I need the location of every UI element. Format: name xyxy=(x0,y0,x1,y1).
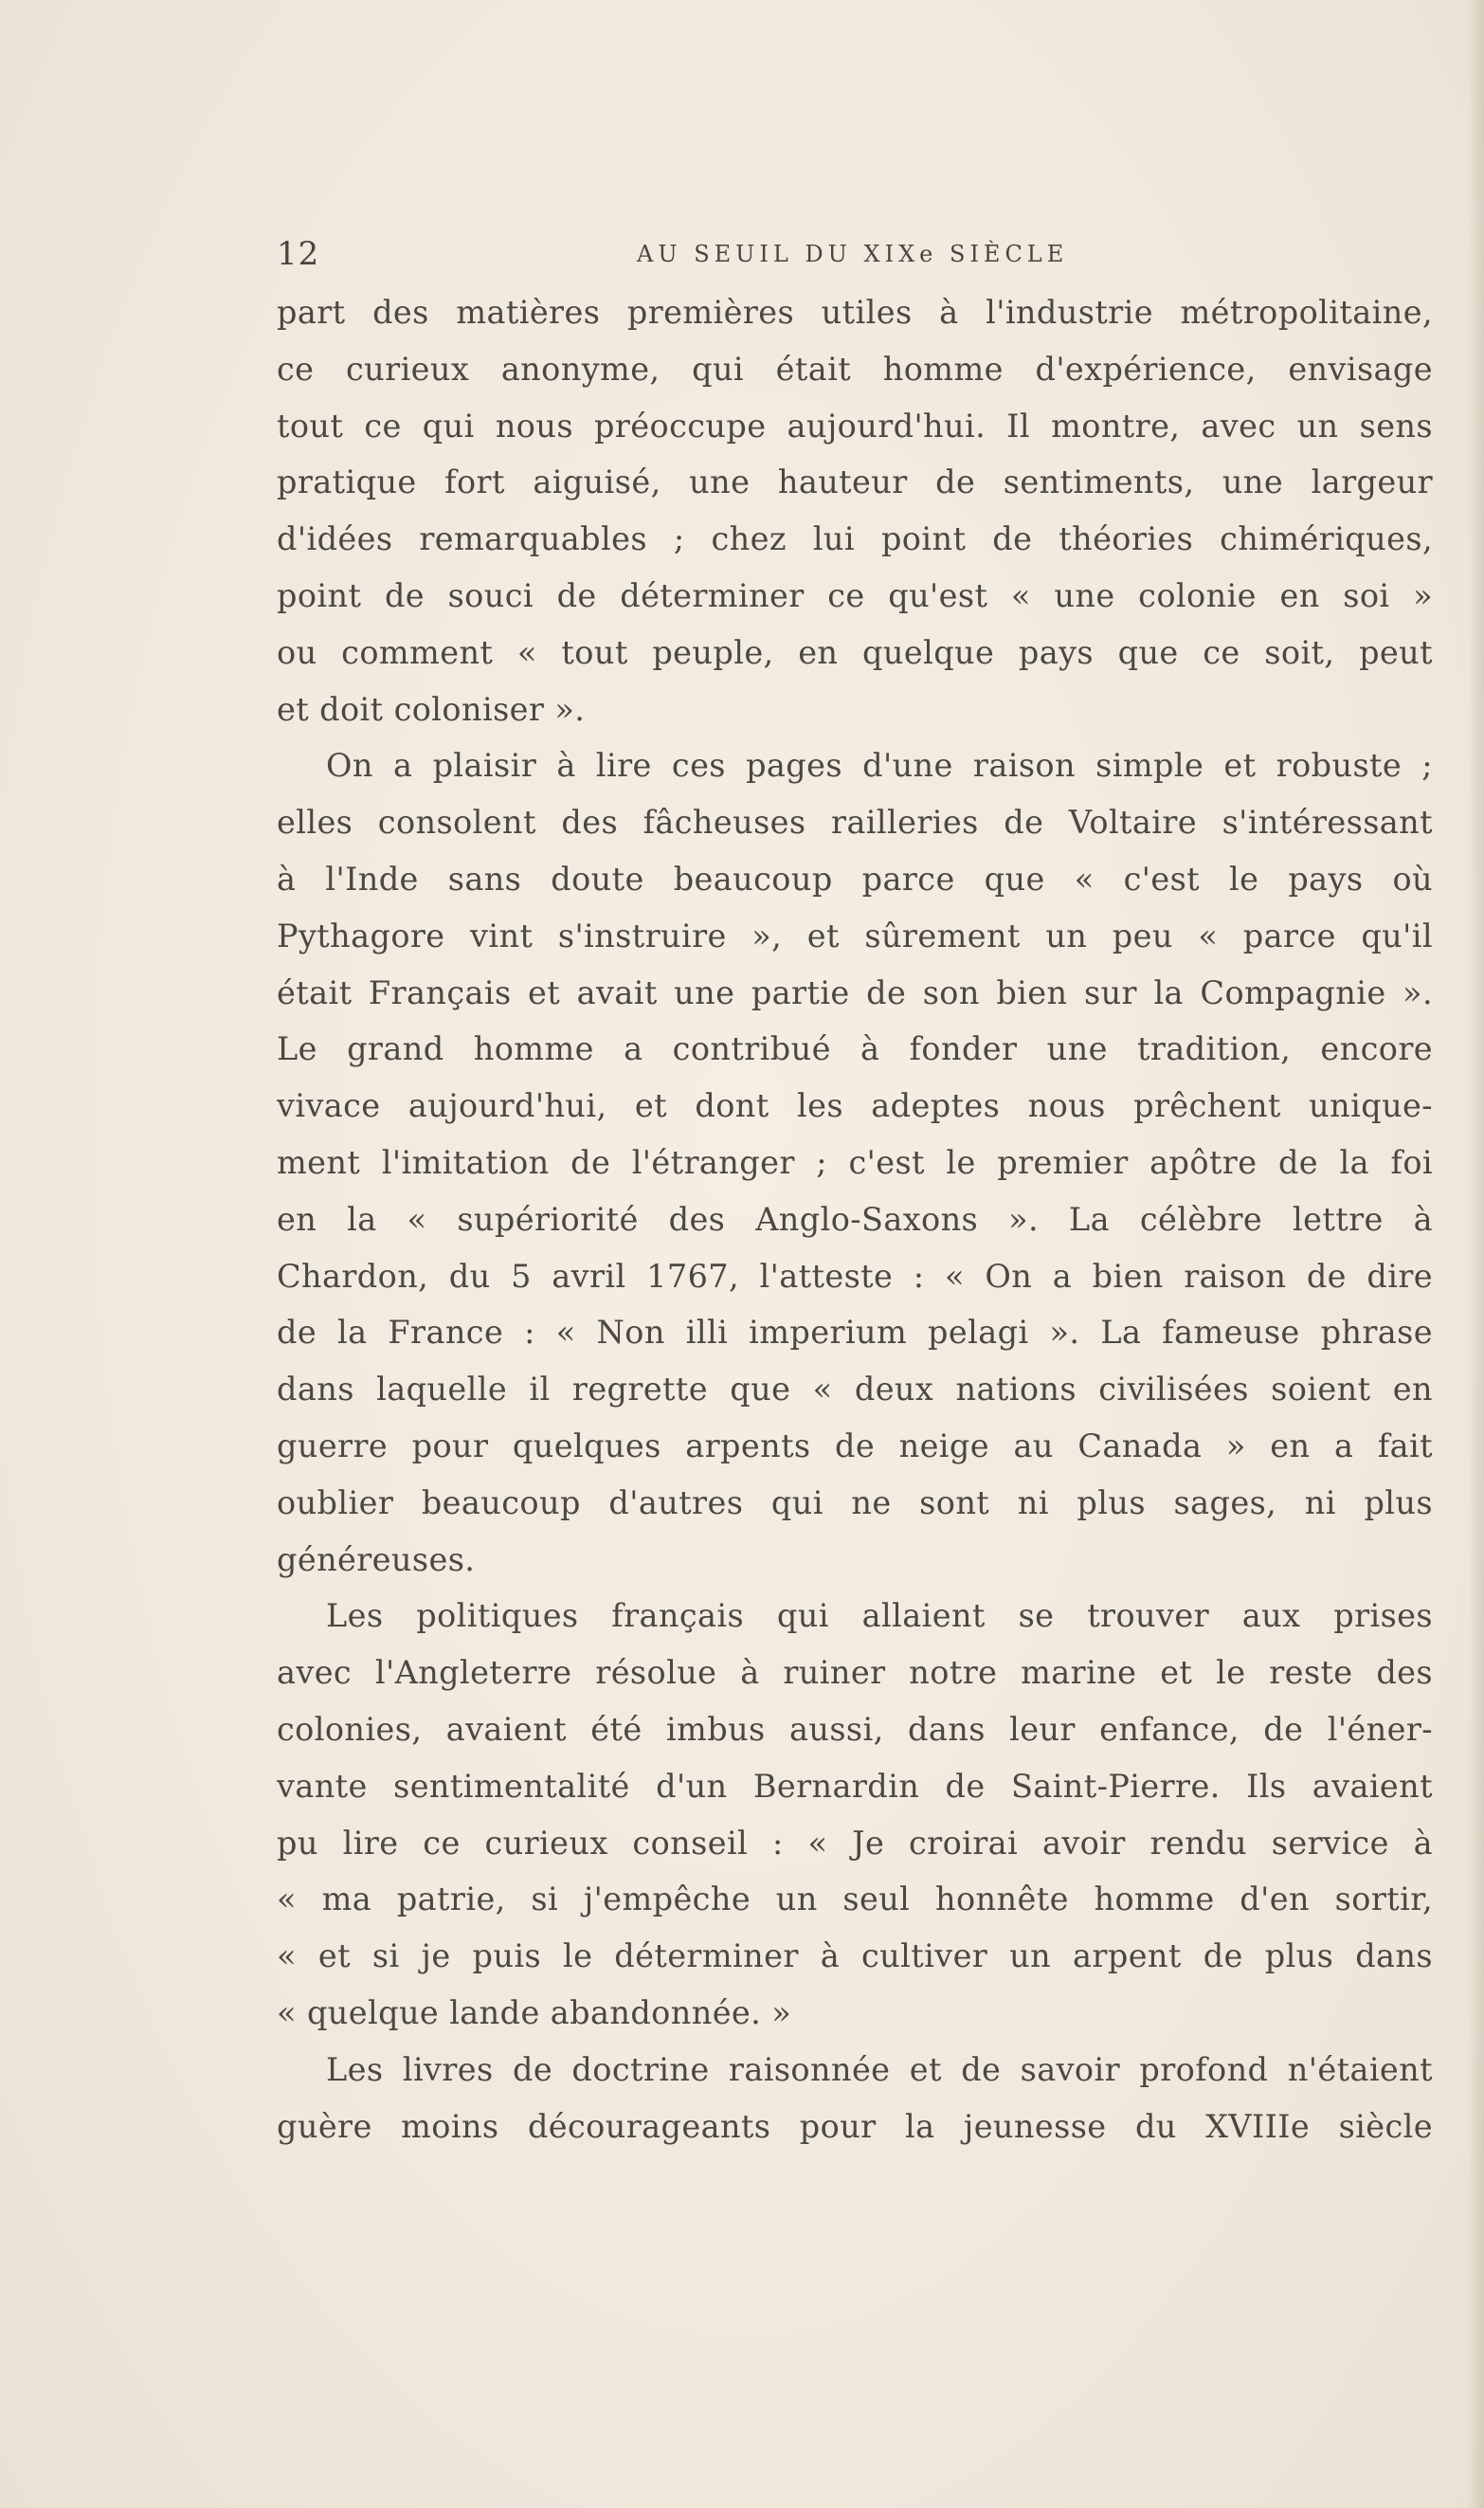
text-line: généreuses. xyxy=(277,1540,476,1578)
text-line: elles consolent des fâcheuses railleries de Voltaire s'intéressant xyxy=(277,804,1433,842)
text-line: avec l'Angleterre résolue à ruiner notre marine et le reste des xyxy=(277,1654,1433,1692)
text-line: ou comment « tout peuple, en quelque pays que ce soit, peut xyxy=(277,633,1433,671)
text-line: de la France : « Non illi imperium pelagi ». La fameuse phrase xyxy=(277,1314,1433,1352)
text-line: en la « supériorité des Anglo-Saxons ». La célèbre lettre à xyxy=(277,1200,1433,1238)
text-line: vivace aujourd'hui, et dont les adeptes nous prêchent unique- xyxy=(277,1087,1433,1125)
text-line: Chardon, du 5 avril 1767, l'atteste : « On a bien raison de dire xyxy=(277,1257,1433,1295)
text-line: On a plaisir à lire ces pages d'une raison simple et robuste ; xyxy=(326,747,1433,785)
text-line: part des matières premières utiles à l'industrie métropolitaine, xyxy=(277,294,1433,331)
text-line: pratique fort aiguisé, une hauteur de sentiments, une largeur xyxy=(277,463,1433,501)
text-line: dans laquelle il regrette que « deux nations civilisées soient en xyxy=(277,1371,1433,1408)
text-line: et doit coloniser ». xyxy=(277,690,586,728)
text-line: colonies, avaient été imbus aussi, dans leur enfance, de l'éner- xyxy=(277,1710,1433,1748)
page-spine-shadow xyxy=(1467,0,1484,2508)
text-line: « quelque lande abandonnée. » xyxy=(277,1993,792,2031)
text-line: d'idées remarquables ; chez lui point de théories chimériques, xyxy=(277,520,1433,558)
text-line: Les politiques français qui allaient se trouver aux prises xyxy=(326,1597,1433,1635)
text-line: Les livres de doctrine raisonnée et de savoir profond n'étaient xyxy=(326,2050,1433,2088)
text-line: « et si je puis le déterminer à cultiver un arpent de plus dans xyxy=(277,1937,1433,1975)
text-line: point de souci de déterminer ce qu'est « une colonie en soi » xyxy=(277,576,1433,614)
text-line: à l'Inde sans doute beaucoup parce que « c'est le pays où xyxy=(277,860,1433,898)
text-line: pu lire ce curieux conseil : « Je croirai avoir rendu service à xyxy=(277,1824,1433,1862)
text-line: Le grand homme a contribué à fonder une tradition, encore xyxy=(277,1030,1433,1068)
text-line: oublier beaucoup d'autres qui ne sont ni plus sages, ni plus xyxy=(277,1483,1433,1521)
text-line: Pythagore vint s'instruire », et sûrement un peu « parce qu'il xyxy=(277,917,1433,954)
text-line: ce curieux anonyme, qui était homme d'expérience, envisage xyxy=(277,350,1433,388)
running-title: AU SEUIL DU XIXe SIÈCLE xyxy=(637,241,1069,267)
text-line: guerre pour quelques arpents de neige au Canada » en a fait xyxy=(277,1427,1433,1464)
text-line: tout ce qui nous préoccupe aujourd'hui. Il montre, avec un sens xyxy=(277,407,1433,445)
text-line: vante sentimentalité d'un Bernardin de Saint-Pierre. Ils avaient xyxy=(277,1767,1433,1805)
text-line: guère moins décourageants pour la jeunesse du XVIIIe siècle xyxy=(277,2107,1433,2145)
text-line: ment l'imitation de l'étranger ; c'est le premier apôtre de la foi xyxy=(277,1143,1433,1181)
page-number: 12 xyxy=(277,235,320,273)
text-line: « ma patrie, si j'empêche un seul honnête homme d'en sortir, xyxy=(277,1881,1433,1918)
text-line: était Français et avait une partie de son bien sur la Compagnie ». xyxy=(277,973,1433,1011)
body-text xyxy=(277,284,1433,2154)
page-header xyxy=(277,235,1433,279)
